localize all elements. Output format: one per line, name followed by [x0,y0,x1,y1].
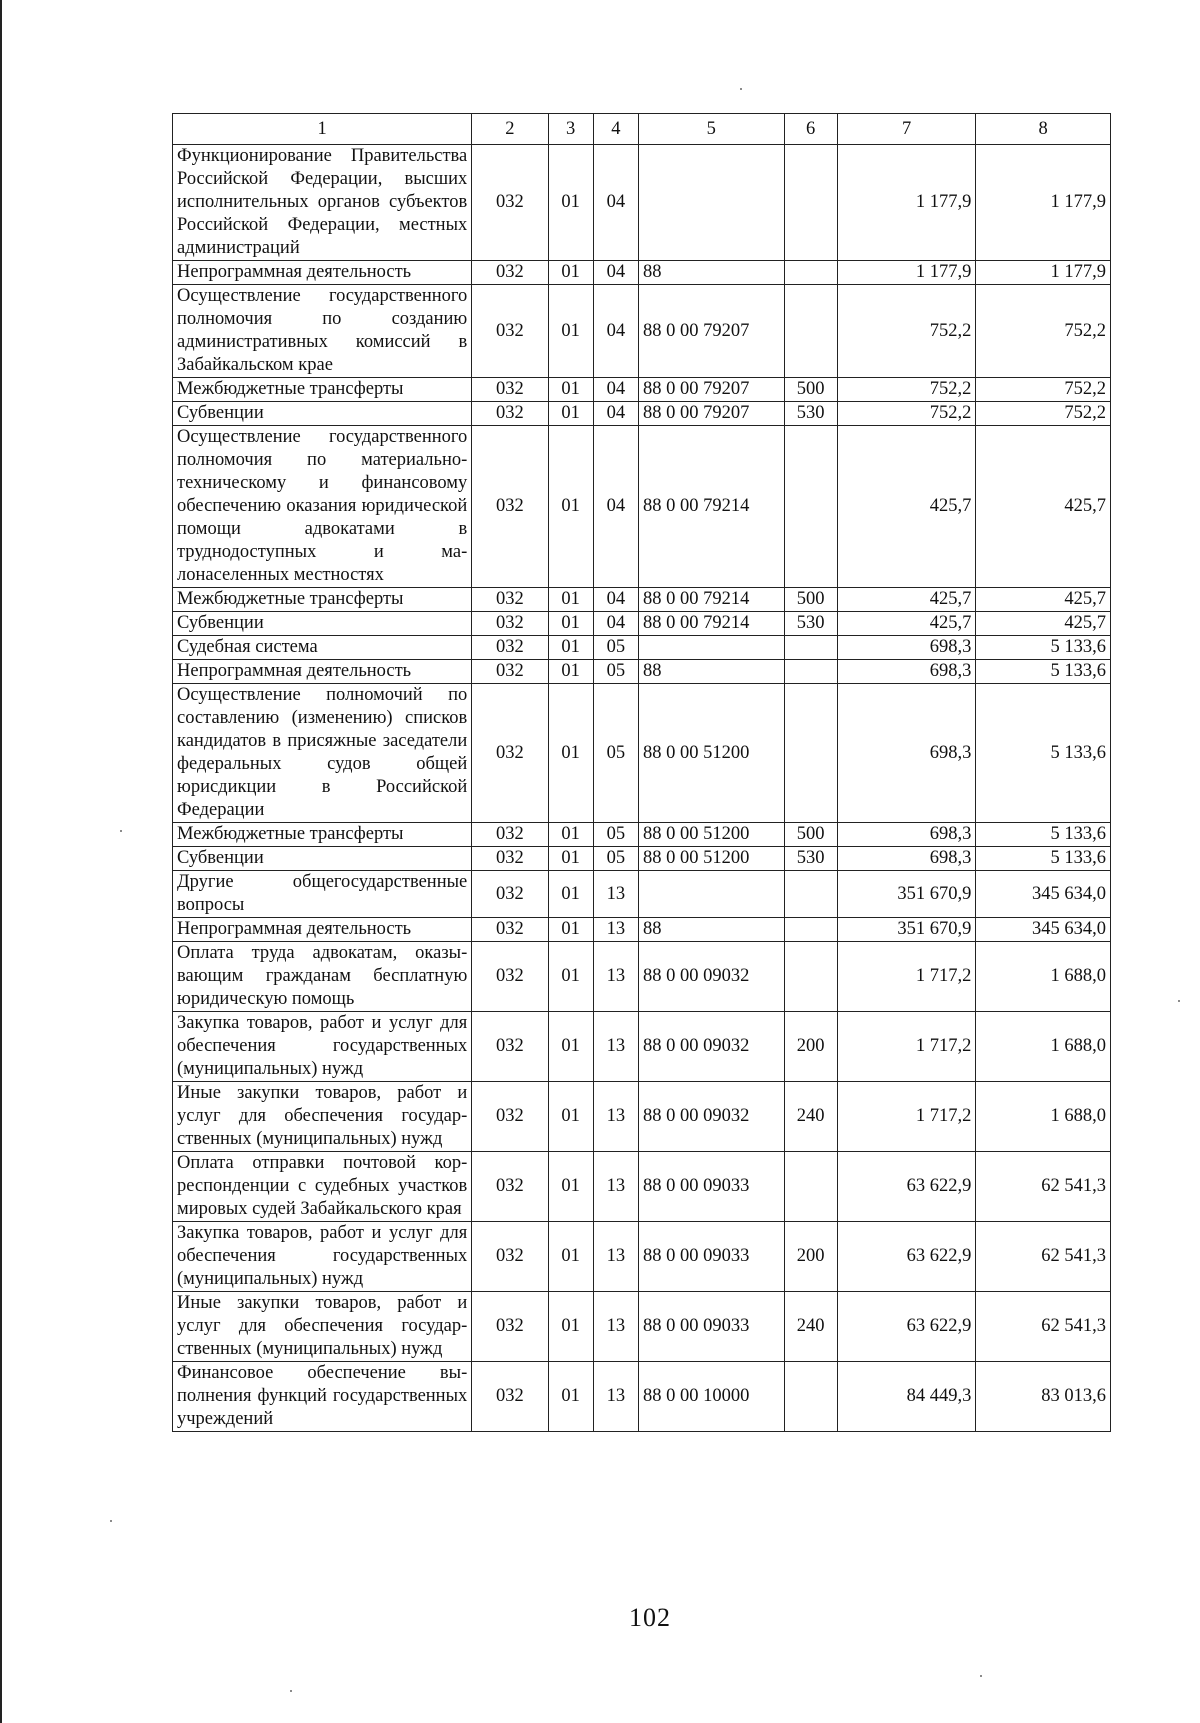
row-description: Непрограммная деятельность [173,261,472,285]
table-row [173,918,1111,942]
row-col-2: 032 [472,1292,548,1362]
row-col-7: 1 177,9 [837,145,976,261]
row-col-3: 01 [548,1152,593,1222]
scan-speck [120,830,122,832]
row-col-2: 032 [472,1082,548,1152]
table-row [173,636,1111,660]
row-col-2: 032 [472,684,548,823]
scan-speck [110,1520,112,1522]
row-col-6 [784,871,837,918]
table-row [173,588,1111,612]
row-col-6 [784,261,837,285]
row-col-6: 200 [784,1222,837,1292]
row-col-4: 13 [593,1222,638,1292]
row-col-3: 01 [548,612,593,636]
row-description: Межбюджетные трансферты [173,378,472,402]
row-col-7: 752,2 [837,402,976,426]
row-col-5: 88 0 00 10000 [638,1362,784,1432]
row-col-8: 752,2 [976,285,1111,378]
row-col-6 [784,636,837,660]
row-col-6 [784,942,837,1012]
row-col-7: 752,2 [837,378,976,402]
row-col-5: 88 0 00 51200 [638,684,784,823]
row-col-2: 032 [472,145,548,261]
table-row [173,871,1111,918]
row-col-7: 698,3 [837,684,976,823]
row-col-8: 5 133,6 [976,823,1111,847]
row-col-4: 13 [593,1012,638,1082]
row-col-4: 04 [593,588,638,612]
row-col-8: 5 133,6 [976,684,1111,823]
row-col-7: 1 717,2 [837,1012,976,1082]
row-col-3: 01 [548,1222,593,1292]
row-col-3: 01 [548,942,593,1012]
row-col-3: 01 [548,1082,593,1152]
row-col-3: 01 [548,847,593,871]
table-row [173,378,1111,402]
header-col-2: 2 [472,114,548,145]
row-col-6: 530 [784,847,837,871]
row-col-5 [638,871,784,918]
row-col-6: 200 [784,1012,837,1082]
row-col-6: 500 [784,378,837,402]
row-col-3: 01 [548,402,593,426]
row-col-3: 01 [548,378,593,402]
row-col-4: 04 [593,426,638,588]
row-col-7: 752,2 [837,285,976,378]
row-col-2: 032 [472,918,548,942]
row-description: Субвенции [173,847,472,871]
row-col-3: 01 [548,588,593,612]
row-col-4: 04 [593,145,638,261]
row-col-6 [784,426,837,588]
row-col-8: 1 688,0 [976,1012,1111,1082]
row-col-3: 01 [548,145,593,261]
row-description: Финансовое обеспечение выполнения функций государственных учреждений [173,1362,472,1432]
row-col-7: 698,3 [837,660,976,684]
scan-speck [980,1675,982,1677]
row-col-3: 01 [548,871,593,918]
row-col-5: 88 [638,918,784,942]
row-col-8: 345 634,0 [976,871,1111,918]
row-col-8: 1 688,0 [976,942,1111,1012]
scan-edge-line [0,0,2,1723]
row-col-8: 425,7 [976,612,1111,636]
row-col-8: 83 013,6 [976,1362,1111,1432]
table-header-row [173,114,1111,145]
row-col-5: 88 [638,261,784,285]
table-row [173,261,1111,285]
row-col-8: 1 688,0 [976,1082,1111,1152]
scan-speck [1178,1000,1180,1002]
row-col-4: 13 [593,1152,638,1222]
row-col-8: 62 541,3 [976,1292,1111,1362]
row-col-2: 032 [472,612,548,636]
page-number: 102 [629,1603,671,1632]
row-description: Субвенции [173,612,472,636]
row-description: Осуществление полномочий по составлению (изменению) списков кандидатов в присяжные заседатели федеральных судов общей юрисдикции в Российской Федерации [173,684,472,823]
row-col-3: 01 [548,1362,593,1432]
row-col-5: 88 0 00 79214 [638,612,784,636]
row-col-7: 425,7 [837,426,976,588]
row-col-2: 032 [472,1012,548,1082]
row-col-2: 032 [472,402,548,426]
row-col-4: 13 [593,1362,638,1432]
row-col-6: 500 [784,588,837,612]
row-col-8: 5 133,6 [976,636,1111,660]
row-col-6 [784,684,837,823]
header-col-6: 6 [784,114,837,145]
row-description: Иные закупки товаров, работ и услуг для обеспечения государственных (муниципальных) нужд [173,1082,472,1152]
row-col-4: 05 [593,847,638,871]
row-col-8: 752,2 [976,378,1111,402]
row-col-5: 88 0 00 79214 [638,426,784,588]
row-col-8: 345 634,0 [976,918,1111,942]
row-col-4: 04 [593,402,638,426]
row-col-6: 500 [784,823,837,847]
scan-speck [740,88,742,90]
row-col-7: 698,3 [837,636,976,660]
header-col-5: 5 [638,114,784,145]
row-description: Другие общегосударственные вопросы [173,871,472,918]
row-col-5: 88 0 00 09033 [638,1292,784,1362]
row-col-8: 425,7 [976,588,1111,612]
row-description: Непрограммная деятельность [173,918,472,942]
row-col-5: 88 0 00 09032 [638,1082,784,1152]
row-col-7: 63 622,9 [837,1152,976,1222]
row-col-4: 04 [593,612,638,636]
row-col-5: 88 0 00 79214 [638,588,784,612]
row-description: Межбюджетные трансферты [173,588,472,612]
row-col-2: 032 [472,942,548,1012]
row-col-6: 530 [784,402,837,426]
row-col-4: 05 [593,823,638,847]
row-description: Закупка товаров, работ и услуг для обеспечения государственных (муниципальных) нужд [173,1222,472,1292]
row-col-7: 63 622,9 [837,1292,976,1362]
row-col-3: 01 [548,918,593,942]
table-body [173,145,1111,1432]
row-col-5: 88 0 00 51200 [638,847,784,871]
header-col-3: 3 [548,114,593,145]
table-row [173,145,1111,261]
row-col-2: 032 [472,426,548,588]
row-col-6 [784,918,837,942]
row-col-3: 01 [548,285,593,378]
row-description: Иные закупки товаров, работ и услуг для обеспечения государственных (муниципальных) нужд [173,1292,472,1362]
row-col-8: 425,7 [976,426,1111,588]
row-col-6 [784,145,837,261]
row-description: Осуществление государственного полномочия по материально-техническому и финансовому обеспечению оказания юридической помощи адвокатами в труднодоступных и малонаселенных местностях [173,426,472,588]
row-col-3: 01 [548,823,593,847]
row-col-3: 01 [548,1292,593,1362]
row-col-4: 04 [593,261,638,285]
row-col-8: 752,2 [976,402,1111,426]
row-col-6 [784,1362,837,1432]
row-description: Функционирование Правительства Российской Федерации, высших исполнительных органов субъектов Российской Федерации, местных администраций [173,145,472,261]
row-description: Закупка товаров, работ и услуг для обеспечения государственных (муниципальных) нужд [173,1012,472,1082]
row-col-8: 62 541,3 [976,1222,1111,1292]
table-row [173,823,1111,847]
row-col-8: 1 177,9 [976,261,1111,285]
row-col-5: 88 0 00 51200 [638,823,784,847]
row-description: Межбюджетные трансферты [173,823,472,847]
row-col-4: 04 [593,285,638,378]
row-col-7: 351 670,9 [837,918,976,942]
row-col-2: 032 [472,1152,548,1222]
row-col-5: 88 0 00 09033 [638,1222,784,1292]
scan-speck [290,1690,292,1692]
row-col-4: 05 [593,636,638,660]
row-col-3: 01 [548,426,593,588]
header-col-1: 1 [173,114,472,145]
table-row [173,1222,1111,1292]
row-col-5: 88 0 00 79207 [638,285,784,378]
row-col-4: 04 [593,378,638,402]
row-col-7: 84 449,3 [837,1362,976,1432]
row-col-4: 05 [593,684,638,823]
row-col-5: 88 0 00 09032 [638,942,784,1012]
table-row [173,684,1111,823]
row-description: Судебная система [173,636,472,660]
table-row [173,1362,1111,1432]
row-col-7: 1 177,9 [837,261,976,285]
row-col-2: 032 [472,588,548,612]
table-row [173,1082,1111,1152]
table-row [173,1292,1111,1362]
row-col-2: 032 [472,871,548,918]
row-col-7: 351 670,9 [837,871,976,918]
row-col-3: 01 [548,261,593,285]
row-col-4: 13 [593,1292,638,1362]
row-description: Оплата труда адвокатам, оказывающим гражданам бесплатную юридическую помощь [173,942,472,1012]
row-col-6 [784,660,837,684]
row-col-2: 032 [472,660,548,684]
row-col-4: 05 [593,660,638,684]
row-col-2: 032 [472,378,548,402]
row-col-5: 88 0 00 09032 [638,1012,784,1082]
row-col-7: 63 622,9 [837,1222,976,1292]
row-col-3: 01 [548,684,593,823]
row-col-5: 88 0 00 79207 [638,378,784,402]
row-col-7: 698,3 [837,823,976,847]
row-col-6: 240 [784,1292,837,1362]
row-col-2: 032 [472,823,548,847]
row-description: Осуществление государственного полномочия по созданию административных комиссий в Забайкальском крае [173,285,472,378]
row-col-4: 13 [593,1082,638,1152]
row-col-2: 032 [472,261,548,285]
row-description: Субвенции [173,402,472,426]
row-col-8: 5 133,6 [976,660,1111,684]
row-description: Непрограммная деятельность [173,660,472,684]
budget-table [172,113,1111,1432]
table-row [173,847,1111,871]
row-col-4: 13 [593,942,638,1012]
row-col-3: 01 [548,636,593,660]
row-col-8: 5 133,6 [976,847,1111,871]
row-col-3: 01 [548,660,593,684]
table-row [173,285,1111,378]
row-col-4: 13 [593,918,638,942]
row-col-5 [638,145,784,261]
header-col-7: 7 [837,114,976,145]
row-col-7: 1 717,2 [837,1082,976,1152]
row-col-6: 530 [784,612,837,636]
row-col-2: 032 [472,1362,548,1432]
row-col-2: 032 [472,636,548,660]
row-col-7: 1 717,2 [837,942,976,1012]
table-row [173,660,1111,684]
row-col-6 [784,285,837,378]
row-col-7: 425,7 [837,588,976,612]
header-col-4: 4 [593,114,638,145]
row-description: Оплата отправки почтовой корреспонденции с судебных участков мировых судей Забайкальского края [173,1152,472,1222]
row-col-7: 698,3 [837,847,976,871]
row-col-2: 032 [472,1222,548,1292]
row-col-2: 032 [472,847,548,871]
row-col-5: 88 0 00 79207 [638,402,784,426]
row-col-6 [784,1152,837,1222]
table-row [173,942,1111,1012]
row-col-2: 032 [472,285,548,378]
row-col-5: 88 [638,660,784,684]
table-row [173,426,1111,588]
row-col-7: 425,7 [837,612,976,636]
row-col-5 [638,636,784,660]
row-col-5: 88 0 00 09033 [638,1152,784,1222]
table-row [173,402,1111,426]
row-col-4: 13 [593,871,638,918]
header-col-8: 8 [976,114,1111,145]
table-row [173,1152,1111,1222]
row-col-8: 62 541,3 [976,1152,1111,1222]
table-row [173,1012,1111,1082]
row-col-8: 1 177,9 [976,145,1111,261]
table-row [173,612,1111,636]
row-col-3: 01 [548,1012,593,1082]
row-col-6: 240 [784,1082,837,1152]
